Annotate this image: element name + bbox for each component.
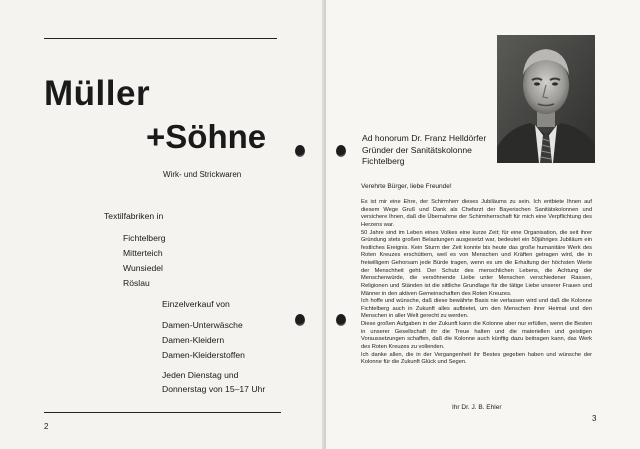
page-number-right: 3 xyxy=(592,414,597,423)
top-rule xyxy=(44,38,277,39)
location-item: Wunsiedel xyxy=(123,263,163,273)
letter-body xyxy=(361,199,592,367)
letter-paragraph: Es ist mir eine Ehre, der Schirmherr dieses Jubiläums zu sein. Ich entbiete Ihnen auf diesem Wege Gruß und Dank als Chefarzt der Bayerischen Sanitätskolonnen und versichere Ihnen, daß die Übernahme der Schirmherrschaft für mich eine Verpflichtung des Herzens war. xyxy=(361,199,592,228)
tagline: Wirk- und Strickwaren xyxy=(163,170,242,179)
opening-hours-line2: Donnerstag von 15–17 Uhr xyxy=(162,384,266,394)
page-number-left: 2 xyxy=(44,422,49,431)
bottom-rule xyxy=(44,412,281,413)
letter-paragraph: Ich danke allen, die in der Vergangenheit ihr Bestes gegeben haben und wünsche der Kolonne für die Zukunft Glück und Segen. xyxy=(361,351,592,366)
retail-heading: Einzelverkauf von xyxy=(162,299,230,309)
salutation: Verehrte Bürger, liebe Freunde! xyxy=(361,183,452,190)
punch-hole-bottom-right xyxy=(336,314,346,326)
caption-line: Ad honorum Dr. Franz Helldörfer xyxy=(362,133,487,143)
product-item: Damen-Unterwäsche xyxy=(162,320,243,330)
letter-paragraph: Diese großen Aufgaben in der Zukunft kann die Kolonne aber nur erfüllen, wenn die Besten in unserer Gesellschaft ihr die Treue halten und die materiellen und geistigen Voraussetzungen schaffen, daß die Kolonne auch künftig dazu beitragen kann, das Werk des Roten Kreuzes zu vollenden. xyxy=(361,321,592,350)
caption-line: Fichtelberg xyxy=(362,156,405,166)
location-item: Röslau xyxy=(123,278,150,288)
brand-sons: +Söhne xyxy=(146,118,267,155)
letter-paragraph: 50 Jahre sind im Leben eines Volkes eine kurze Zeit; für eine Organisation, die seit ihrer Gründung stets großen Belastungen ausgesetzt war, bedeutet ein 50jähriges Jubiläum ein festliches Ereignis. Kein Sturm der Zeit konnte bis heute das große humanitäre Werk des Roten Kreuzes erschüttern, weil es von Menschen und Kräften getragen wird, die in freiwilligem Gehorsam jede Bürde tragen, wenn es um die Erhaltung der höchsten Werte der Menschheit geht. Der Schutz des menschlichen Lebens, die Achtung der Menschenwürde, die versöhnende Liebe unter Menschen verschiedener Rassen, Religionen und Ständen ist die sittliche Grundlage für die tätige Liebe unserer Frauen und Männer in den aktiven Gemeinschaften des Roten Kreuzes. xyxy=(361,229,592,297)
photo-caption xyxy=(362,133,486,168)
brand-name: Müller xyxy=(44,74,151,113)
product-item: Damen-Kleiderstoffen xyxy=(162,350,245,360)
location-item: Mitterteich xyxy=(123,248,163,258)
caption-line: Gründer der Sanitätskolonne xyxy=(362,144,472,155)
factories-heading: Textilfabriken in xyxy=(104,211,164,221)
signature-line: Ihr Dr. J. B. Ehler xyxy=(452,404,502,411)
opening-hours-line1: Jeden Dienstag und xyxy=(162,370,239,380)
punch-hole-top-right xyxy=(336,145,346,157)
location-item: Fichtelberg xyxy=(123,233,166,243)
punch-hole-top-left xyxy=(295,145,305,157)
product-item: Damen-Kleidern xyxy=(162,335,225,345)
punch-hole-bottom-left xyxy=(295,314,305,326)
portrait-photo xyxy=(497,35,595,163)
letter-paragraph: Ich hoffe und wünsche, daß diese bewährte Basis nie verlassen wird und daß die Kolonne Fichtelberg auch in Zukunft alles aufbietet, um den Menschen ihrer Heimat und den Menschen in aller Welt gerecht zu werden. xyxy=(361,298,592,320)
